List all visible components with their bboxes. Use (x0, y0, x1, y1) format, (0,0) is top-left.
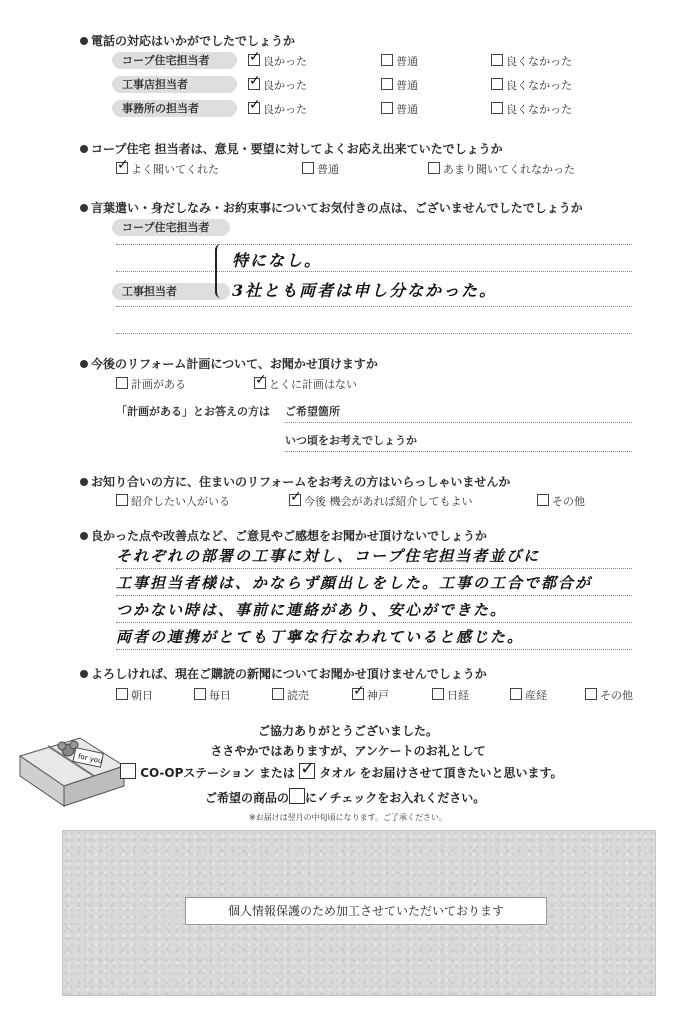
q3-handwritten-line1: 特になし。 (232, 251, 323, 270)
gift-coop-label: CO-OPステーション (140, 766, 255, 780)
checkbox-icon[interactable] (272, 688, 284, 700)
checkbox-icon[interactable] (537, 494, 549, 506)
q1-row2-opt-good[interactable]: ✓ 良かった (248, 78, 307, 93)
dotted-line (116, 649, 632, 650)
closing-thanks: ご協力ありがとうございました。 (257, 724, 438, 738)
checkbox-checked-icon[interactable] (248, 78, 260, 90)
instruction-text-c: チェックをお入れください。 (329, 791, 486, 805)
q2-opt-normal[interactable]: 普通 (302, 162, 339, 177)
check-mark-icon: ✓ (317, 788, 330, 806)
gift-towel-checkbox[interactable] (299, 763, 315, 779)
checkbox-icon[interactable] (585, 688, 597, 700)
q6-title: 良かった点や改善点など、ご意見やご感想をお聞かせ頂けないでしょうか (80, 527, 487, 544)
checkbox-icon[interactable] (381, 102, 393, 114)
checkbox-icon[interactable] (510, 688, 522, 700)
bullet-icon (80, 670, 88, 678)
dotted-line (116, 271, 632, 272)
closing-gift-choice (120, 763, 563, 781)
q1-row1-label: コープ住宅担当者 (112, 52, 237, 69)
q4-field-location-label: ご希望箇所 (285, 405, 340, 418)
q7-opt-nikkei[interactable]: 日経 (432, 688, 469, 703)
checkbox-icon[interactable] (428, 162, 440, 174)
checkbox-icon[interactable] (491, 78, 503, 90)
q4-field-location[interactable] (285, 422, 632, 423)
q5-opt-other[interactable]: その他 (537, 494, 585, 509)
q1-row3-opt-good[interactable]: ✓ 良かった (248, 102, 307, 117)
q4-field-timing-label: いつ頃をお考えでしょうか (285, 434, 417, 447)
gift-towel-label: タオル (319, 766, 356, 780)
dotted-line (116, 244, 632, 245)
checkbox-icon[interactable] (491, 54, 503, 66)
q1-row3-opt-bad[interactable]: 良くなかった (491, 102, 572, 117)
q3-handwritten-line2: 3社とも両者は申し分なかった。 (232, 281, 498, 300)
dotted-line (116, 306, 632, 307)
q5-title: お知り合いの方に、住まいのリフォームをお考えの方はいらっしゃいませんか (80, 473, 510, 490)
checkbox-icon[interactable] (116, 494, 128, 506)
checkbox-icon[interactable] (194, 688, 206, 700)
bullet-icon (80, 532, 88, 540)
bullet-icon (80, 204, 88, 212)
q5-opt-maybe[interactable]: ✓ 今後 機会があれば紹介してもよい (289, 494, 473, 509)
delivery-note: ※お届けは翌月の中旬頃になります。ご了承ください。 (248, 813, 448, 822)
q1-row1-opt-good[interactable]: ✓ 良かった (248, 54, 307, 69)
q7-opt-kobe[interactable]: ✓ 神戸 (352, 688, 389, 703)
q7-opt-yomiuri[interactable]: 読売 (272, 688, 309, 703)
checkbox-checked-icon[interactable] (248, 54, 260, 66)
instruction-text-a: ご希望の商品の (205, 791, 290, 805)
q1-row2-label: 工事店担当者 (112, 76, 237, 93)
q7-opt-sankei[interactable]: 産経 (510, 688, 547, 703)
checkbox-checked-icon[interactable] (254, 377, 266, 389)
checkbox-icon[interactable] (381, 54, 393, 66)
checkbox-icon[interactable] (116, 688, 128, 700)
dotted-line (116, 333, 632, 334)
checkbox-icon[interactable] (116, 377, 128, 389)
gift-tail-text: をお届けさせて頂きたいと思います。 (359, 766, 563, 780)
closing-instruction (205, 788, 485, 806)
q1-row1-opt-normal[interactable]: 普通 (381, 54, 418, 69)
privacy-notice: 個人情報保護のため加工させていただいております (185, 897, 547, 925)
q7-title: よろしければ、現在ご購読の新聞についてお聞かせ頂けませんでしょうか (80, 665, 487, 682)
q1-row3-opt-normal[interactable]: 普通 (381, 102, 418, 117)
q1-row2-opt-normal[interactable]: 普通 (381, 78, 418, 93)
checkbox-checked-icon[interactable] (116, 162, 128, 174)
gift-box-icon (18, 728, 126, 810)
checkbox-checked-icon[interactable] (289, 494, 301, 506)
gift-or-text: または (258, 766, 295, 780)
q6-handwritten-line4: 両者の連携がとても丁寧な行なわれていると感じた。 (116, 628, 525, 646)
q3-title: 言葉遣い・身だしなみ・お約束事についてお気付きの点は、ございませんでしたでしょうか (80, 199, 583, 216)
q4-title: 今後のリフォーム計画について、お聞かせ頂けますか (80, 355, 378, 372)
dotted-line (116, 622, 632, 623)
instruction-text-b: に (305, 791, 318, 805)
checkbox-checked-icon[interactable] (352, 688, 364, 700)
bullet-icon (80, 37, 88, 45)
q4-opt-no-plan[interactable]: ✓ とくに計画はない (254, 377, 357, 392)
q4-sub-label: 「計画がある」とお答えの方は (116, 405, 270, 418)
checkbox-icon[interactable] (381, 78, 393, 90)
q3-label-construction: 工事担当者 (112, 283, 230, 300)
q1-row2-opt-bad[interactable]: 良くなかった (491, 78, 572, 93)
bullet-icon (80, 145, 88, 153)
instruction-box-icon (289, 788, 305, 804)
dotted-line (116, 568, 632, 569)
checkbox-icon[interactable] (432, 688, 444, 700)
q2-title: コープ住宅 担当者は、意見・要望に対してよくお応え出来ていたでしょうか (80, 140, 503, 157)
q7-opt-other[interactable]: その他 (585, 688, 633, 703)
q6-handwritten-line3: つかない時は、事前に連絡があり、安心ができた。 (116, 601, 508, 619)
handwritten-bracket (215, 244, 225, 298)
q2-opt-listened[interactable]: ✓よく聞いてくれた (116, 162, 219, 177)
q4-opt-has-plan[interactable]: 計画がある (116, 377, 186, 392)
q1-title: 電話の対応はいかがでしたでしょうか (80, 32, 295, 49)
q3-label-coop: コープ住宅担当者 (112, 219, 230, 236)
closing-gift-intro: ささやかではありますが、アンケートのお礼として (210, 744, 486, 758)
dotted-line (116, 595, 632, 596)
bullet-icon (80, 478, 88, 486)
q6-handwritten-line1: それぞれの部署の工事に対し、コープ住宅担当者並びに (116, 547, 541, 565)
q1-row1-opt-bad[interactable]: 良くなかった (491, 54, 572, 69)
bullet-icon (80, 360, 88, 368)
checkbox-checked-icon[interactable] (248, 102, 260, 114)
q5-opt-introduce[interactable]: 紹介したい人がいる (116, 494, 230, 509)
q1-row3-label: 事務所の担当者 (112, 100, 237, 117)
gift-coop-checkbox[interactable] (120, 763, 136, 779)
q2-opt-not-listened[interactable]: あまり聞いてくれなかった (428, 162, 575, 177)
q7-opt-mainichi[interactable]: 毎日 (194, 688, 231, 703)
checkbox-icon[interactable] (302, 162, 314, 174)
q6-handwritten-line2: 工事担当者様は、かならず顔出しをした。工事の工合で都合が (116, 574, 593, 592)
q7-opt-asahi[interactable]: 朝日 (116, 688, 153, 703)
gift-tag-text: for you (77, 752, 104, 766)
checkbox-icon[interactable] (491, 102, 503, 114)
q4-field-timing[interactable] (285, 451, 632, 452)
